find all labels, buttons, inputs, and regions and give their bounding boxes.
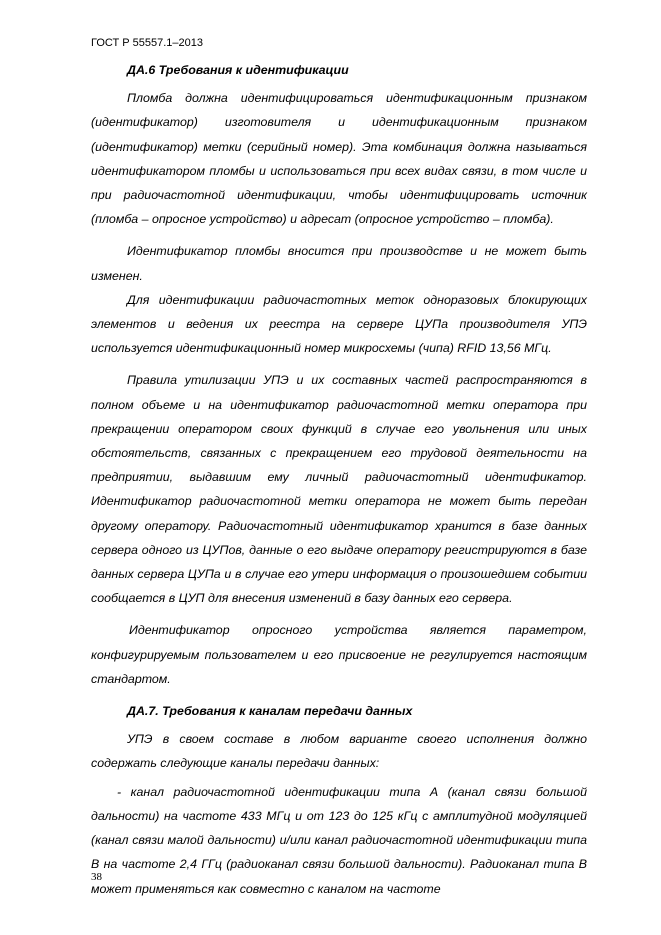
paragraph: Для идентификации радиочастотных меток одноразовых блокирующих элементов и ведения их реестра на сервере ЦУПа производителя УПЭ используется идентификационный номер микросхемы (чипа) RFID 13,56 МГц. <box>91 292 587 356</box>
paragraph: - канал радиочастотной идентификации типа А (канал связи большой дальности) на частоте 433 МГц и от 123 до 125 кГц с амплитудной модуляцией (канал связи малой дальности) и/или канал радиочастотной идентификации типа В на частоте 2,4 ГГц (радиоканал связи большой дальности). Радиоканал типа В может применяться как совместно с каналом на частоте <box>91 784 587 896</box>
page-content <box>91 58 587 901</box>
document-header: ГОСТ Р 55557.1–2013 <box>91 37 203 49</box>
paragraph: Пломба должна идентифицироваться идентификационным признаком (идентификатор) изготовителя и идентификационным признаком (идентификатор) метки (серийный номер). Эта комбинация должна называться идентификатором пломбы и использоваться при всех видах связи, в том числе и при радиочастотной идентификации, чтобы идентифицировать источник (пломба – опросное устройство) и адресат (опросное устройство – пломба). <box>91 91 587 227</box>
paragraph: УПЭ в своем составе в любом варианте своего исполнения должно содержать следующие каналы передачи данных: <box>91 732 587 771</box>
paragraph: Правила утилизации УПЭ и их составных частей распространяются в полном объеме и на идентификатор радиочастотной метки оператора при прекращении оператором своих функций в случае его увольнения или иных обстоятельств, связанных с прекращением его трудовой деятельности на предприятии, выдавшим ему личный радиочастотный идентификатор. Идентификатор радиочастотной метки оператора не может быть передан другому оператору. Радиочастотный идентификатор хранится в базе данных сервера одного из ЦУПов, данные о его выдаче оператору регистрируются в базе данных сервера ЦУПа и в случае его утери информация о произошедшем событии сообщается в ЦУП для внесения изменений в базу данных его сервера. <box>91 373 587 606</box>
paragraph: Идентификатор пломбы вносится при производстве и не может быть изменен. <box>91 244 587 283</box>
section-heading-a7: ДА.7. Требования к каналам передачи данных <box>127 704 413 719</box>
page-number: 38 <box>91 871 102 883</box>
paragraph: Идентификатор опросного устройства является параметром, конфигурируемым пользователем и его присвоение не регулируется настоящим стандартом. <box>91 623 587 686</box>
section-heading-a6: ДА.6 Требования к идентификации <box>127 63 349 77</box>
